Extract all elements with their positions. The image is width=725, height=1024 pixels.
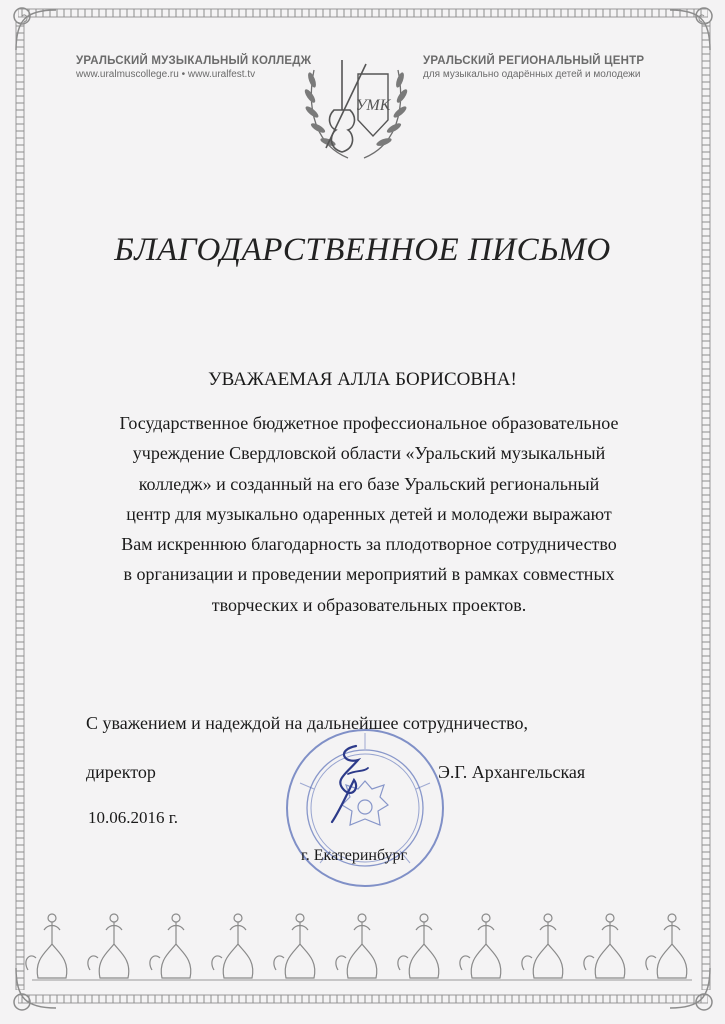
top-border-ornament (18, 6, 708, 20)
body-line: центр для музыкально одаренных детей и молодежи выражают (126, 503, 612, 524)
left-border-ornament (14, 22, 26, 990)
corner-scroll-ornament (660, 0, 720, 60)
center-subtitle: для музыкально одарённых детей и молодежи (423, 69, 641, 80)
body-line: Вам искреннюю благодарность за плодотворное сотрудничество (121, 534, 617, 555)
college-header (76, 55, 316, 80)
letter-city: г. Екатеринбург (301, 847, 408, 864)
violin-laurel-emblem-icon (296, 40, 416, 165)
body-line: учреждение Свердловской области «Уральский музыкальный (132, 443, 606, 464)
right-border-ornament (700, 22, 712, 990)
center-header (423, 55, 683, 80)
bottom-border-ornament (18, 992, 708, 1006)
body-line: Государственное бюджетное профессиональное образовательное (119, 413, 619, 433)
bottom-decorative-band (22, 900, 702, 990)
emblem-letters: УМК (355, 97, 391, 114)
college-name: УРАЛЬСКИЙ МУЗЫКАЛЬНЫЙ КОЛЛЕДЖ (76, 55, 312, 67)
signer-name: Э.Г. Архангельская (438, 762, 586, 782)
center-name: УРАЛЬСКИЙ РЕГИОНАЛЬНЫЙ ЦЕНТР (423, 55, 645, 67)
salutation: УВАЖАЕМАЯ АЛЛА БОРИСОВНА! (208, 369, 517, 390)
signer-position: директор (86, 762, 156, 782)
corner-scroll-ornament (6, 0, 66, 60)
body-line: в организации и проведении мероприятий в рамках совместных (123, 564, 615, 585)
body-line: колледж» и созданный на его базе Уральский региональный (138, 473, 600, 494)
closing-regards: С уважением и надеждой на дальнейшее сотрудничество, (86, 713, 529, 733)
letter-body (74, 408, 664, 620)
letter-date: 10.06.2016 г. (88, 808, 179, 827)
handwritten-signature (318, 740, 378, 825)
letter-title: БЛАГОДАРСТВЕННОЕ ПИСЬМО (114, 232, 611, 268)
college-websites: www.uralmuscollege.ru • www.uralfest.tv (76, 69, 256, 80)
body-line: творческих и образовательных проектов. (211, 594, 527, 615)
